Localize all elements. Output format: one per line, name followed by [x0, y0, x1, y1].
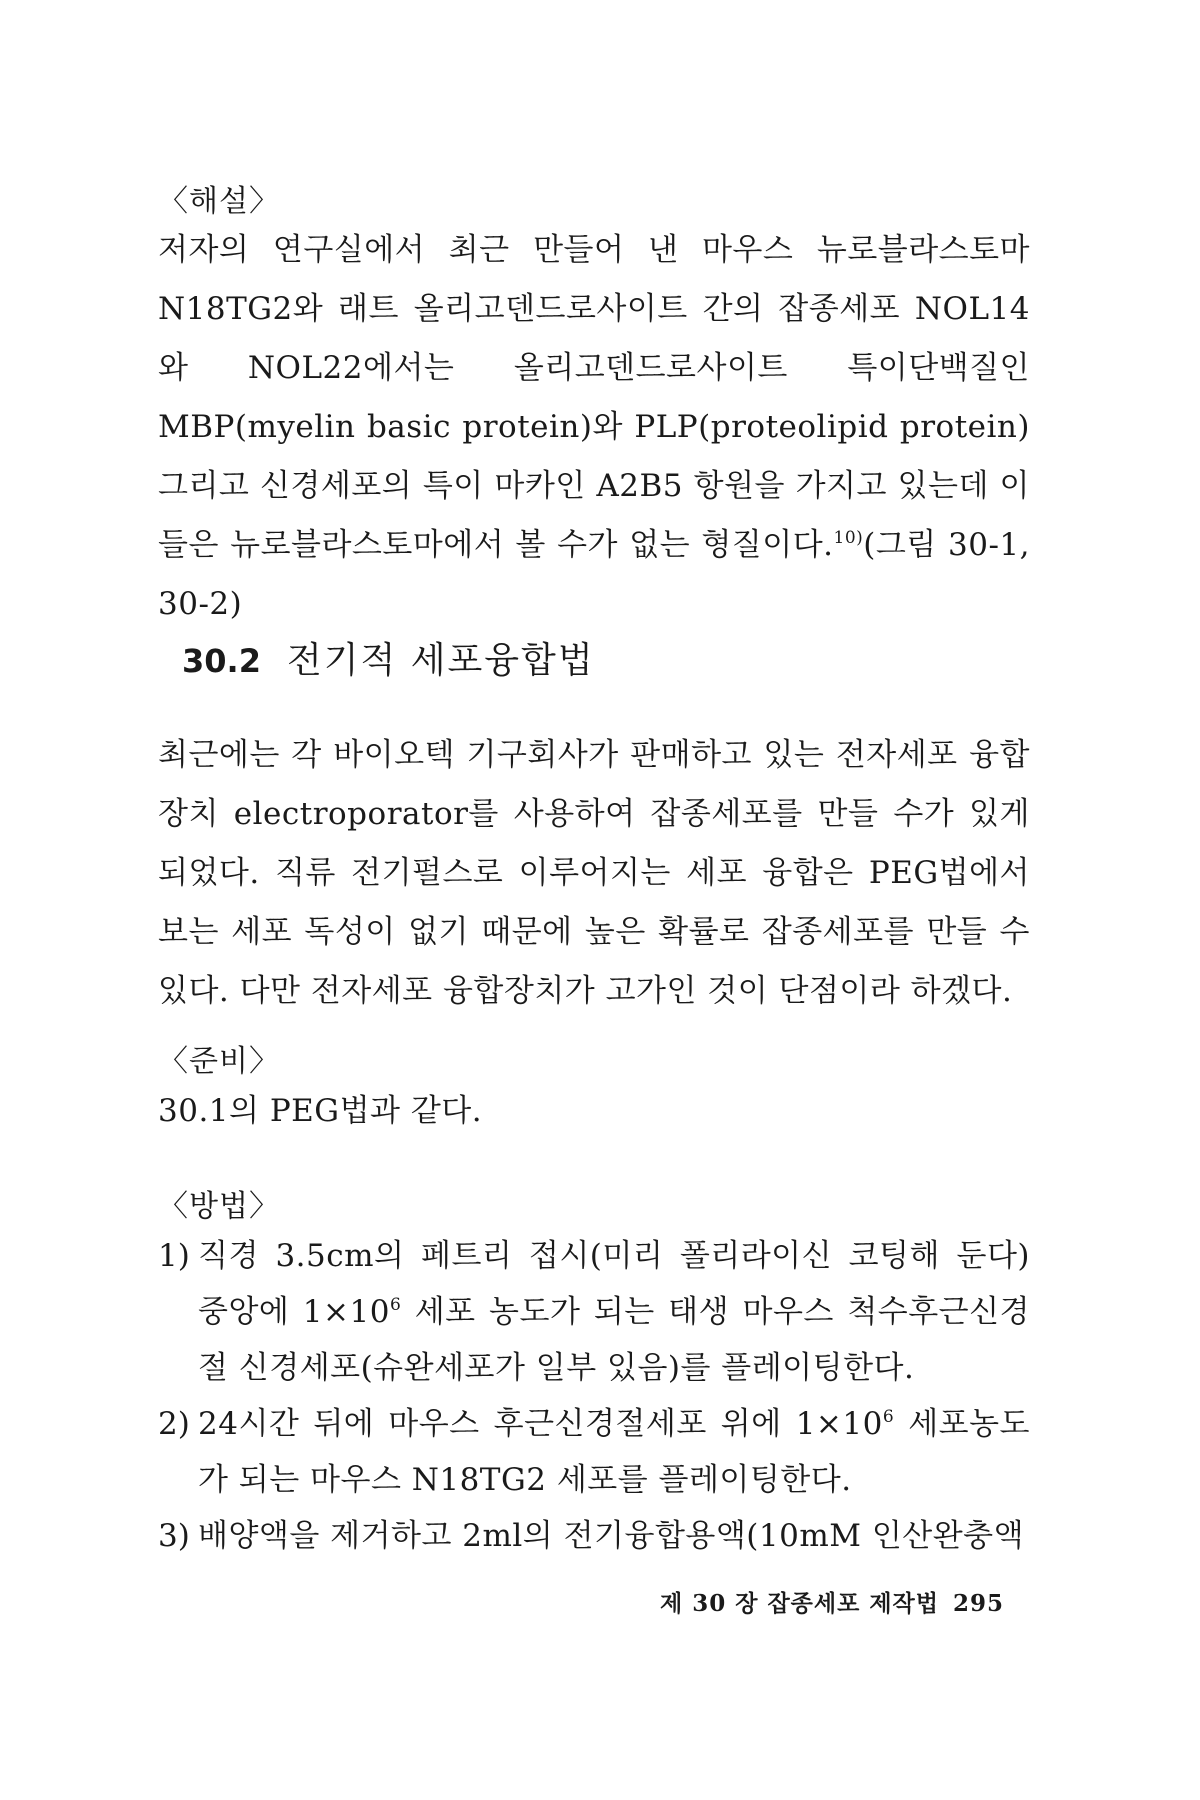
section-title: 전기적 세포융합법 — [286, 640, 595, 681]
method-steps — [158, 1228, 1030, 1564]
section-heading — [182, 636, 595, 686]
step-text: 배양액을 제거하고 2ml의 전기융합용액(10mM 인산완충액 — [198, 1518, 1025, 1554]
intro-paragraph — [158, 726, 1030, 1021]
chapter-title: 제 30 장 잡종세포 제작법 — [659, 1590, 939, 1617]
reference-superscript: 10) — [833, 528, 864, 548]
commentary-text: 저자의 연구실에서 최근 만들어 낸 마우스 뉴로블라스토마 N18TG2와 래트 올리고덴드로사이트 간의 잡종세포 NOL14와 NOL22에서는 올리고덴드로사이트 특이단백질인 MBP(myelin basic protein)와 PLP(proteolipid protein) 그리고 신경세포의 특이 마카인 A2B5 항원을 가지고 있는데 이들은 뉴로블라스토마에서 볼 수가 없는 형질이다. — [158, 232, 1030, 563]
section-number: 30.2 — [182, 642, 261, 680]
method-label: 〈방법〉 — [158, 1189, 280, 1224]
commentary-paragraph — [158, 221, 1030, 634]
preparation-label: 〈준비〉 — [158, 1044, 280, 1079]
figure-reference: (그림 30-1, 30-2) — [158, 527, 1030, 622]
step-number: 3) — [158, 1518, 190, 1554]
intro-text: 최근에는 각 바이오텍 기구회사가 판매하고 있는 전자세포 융합장치 electroporator를 사용하여 잡종세포를 만들 수가 있게 되었다. 직류 전기펄스로 이루어지는 세포 융합은 PEG법에서 보는 세포 독성이 없기 때문에 높은 확률로 잡종세포를 만들 수 있다. 다만 전자세포 융합장치가 고가인 것이 단점이라 하겠다. — [158, 737, 1030, 1009]
step-text: 24시간 뒤에 마우스 후근신경절세포 위에 $1\times 10^6$ 세포농도가 되는 마우스 N18TG2 세포를 플레이팅한다. — [198, 1406, 1030, 1498]
page-footer — [660, 1585, 1004, 1618]
method-step — [158, 1508, 1030, 1564]
commentary-label: 〈해설〉 — [158, 184, 280, 219]
method-step — [158, 1228, 1030, 1396]
method-step — [158, 1396, 1030, 1508]
page-number: 295 — [952, 1590, 1004, 1617]
step-text: 직경 3.5cm의 페트리 접시(미리 폴리라이신 코팅해 둔다) 중앙에 $1\times 10^6$ 세포 농도가 되는 태생 마우스 척수후근신경절 신경세포(슈완세포가 일부 있음)를 플레이팅한다. — [198, 1238, 1030, 1386]
preparation-text: 30.1의 PEG법과 같다. — [158, 1093, 483, 1129]
step-number: 1) — [158, 1238, 190, 1274]
step-number: 2) — [158, 1406, 190, 1442]
